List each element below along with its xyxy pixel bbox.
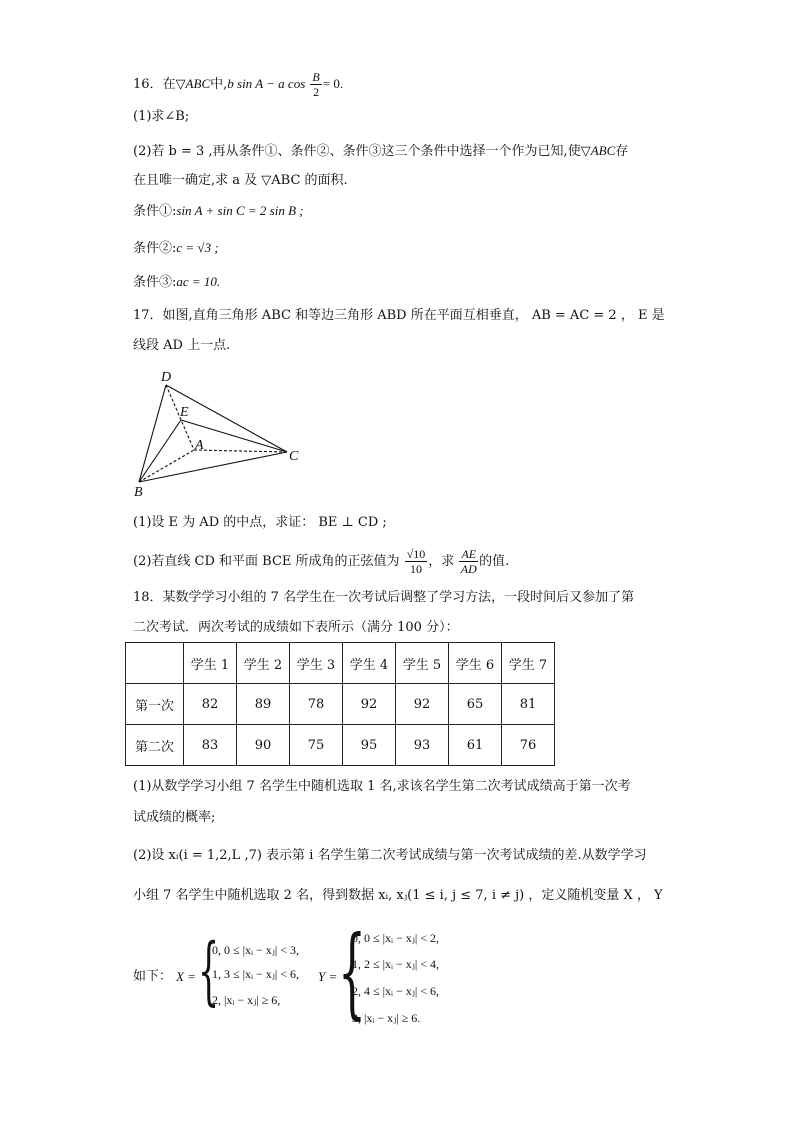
q17-part2-text: (2)若直线 CD 和平面 BCE 所成角的正弦值为 bbox=[133, 554, 400, 569]
table-cell: 95 bbox=[343, 725, 396, 766]
q17-ratio-den: AD bbox=[460, 562, 477, 576]
edge-BA bbox=[139, 450, 194, 482]
table-header-cell: 学生 3 bbox=[290, 643, 343, 684]
q16-triangle: ▽ABC bbox=[175, 76, 211, 91]
q16-condition1 bbox=[133, 201, 304, 222]
edge-BE bbox=[139, 420, 181, 482]
table-cell: 65 bbox=[449, 684, 502, 725]
Y-case: 3, |xᵢ − xⱼ| ≥ 6. bbox=[352, 1011, 421, 1025]
q16-cond1-label: 条件①: bbox=[133, 204, 177, 219]
q16-part2-line1 bbox=[133, 141, 628, 162]
q18-define-label: 如下： bbox=[133, 969, 173, 984]
X-case: 0, 0 ≤ |xᵢ − xⱼ| < 3, bbox=[212, 943, 300, 957]
table-header-cell: 学生 7 bbox=[502, 643, 555, 684]
label-B: B bbox=[134, 485, 143, 500]
q16-condition2 bbox=[133, 238, 219, 259]
q16-part2-text: (2)若 b = 3 ,再从条件①、条件②、条件③这三个条件中选择一个作为已知,使 bbox=[133, 144, 581, 159]
q16-stem bbox=[133, 70, 343, 99]
label-D: D bbox=[161, 370, 172, 385]
q16-part2-line2: 在且唯一确定,求 a 及 ▽ABC 的面积. bbox=[133, 173, 348, 188]
edge-AC bbox=[194, 450, 287, 452]
q16-frac-den: 2 bbox=[313, 85, 320, 99]
table-cell: 92 bbox=[343, 684, 396, 725]
q16-intro-b: 中, bbox=[210, 77, 228, 92]
table-cell: 92 bbox=[396, 684, 449, 725]
table-cell: 93 bbox=[396, 725, 449, 766]
q18-part2-line1: (2)设 xᵢ(i = 1,2,L ,7) 表示第 i 名学生第二次考试成绩与第一次考试成绩的差.从数学学习 bbox=[133, 848, 647, 863]
q18-part1-line1: (1)从数学学习小组 7 名学生中随机选取 1 名,求该名学生第二次考试成绩高于第一次考 bbox=[133, 779, 631, 794]
q16-condition3 bbox=[133, 272, 220, 293]
q16-fraction bbox=[310, 70, 321, 99]
table-row bbox=[126, 725, 555, 766]
q18-stem-line1: 18．某数学学习小组的 7 名学生在一次考试后调整了学习方法，一段时间后又参加了第 bbox=[133, 590, 635, 605]
q16-frac-num: B bbox=[312, 70, 320, 84]
q17-sin-den: 10 bbox=[409, 562, 422, 576]
q17-ratio-fraction bbox=[459, 547, 478, 576]
table-header-cell bbox=[126, 643, 184, 684]
q16-part2-end: 存 bbox=[615, 144, 629, 159]
table-cell: 61 bbox=[449, 725, 502, 766]
table-cell: 76 bbox=[502, 725, 555, 766]
q18-part2-line2: 小组 7 名学生中随机选取 2 名，得到数据 xᵢ, xⱼ(1 ≤ i, j ≤ 7, i ≠ j) ，定义随机变量 X ， Y bbox=[133, 888, 663, 903]
q17-part1: (1)设 E 为 AD 的中点，求证： BE ⊥ CD ; bbox=[133, 515, 387, 530]
q18-part1-line2: 试成绩的概率; bbox=[133, 810, 216, 825]
q16-intro-a: 在 bbox=[162, 77, 176, 92]
table-cell: 89 bbox=[237, 684, 290, 725]
q16-part2-triangle: ▽ABC bbox=[580, 143, 616, 158]
table-header-cell: 学生 5 bbox=[396, 643, 449, 684]
table-row bbox=[126, 684, 555, 725]
table-cell: 82 bbox=[184, 684, 237, 725]
q17-part2 bbox=[133, 547, 509, 576]
table-header-cell: 学生 6 bbox=[449, 643, 502, 684]
q16-cond3-text: ac = 10. bbox=[176, 274, 221, 289]
table-header-cell: 学生 2 bbox=[237, 643, 290, 684]
q16-number: 16． bbox=[133, 77, 163, 92]
table-cell: 75 bbox=[290, 725, 343, 766]
q16-cond2-label: 条件②: bbox=[133, 241, 177, 256]
table-header-cell: 学生 1 bbox=[184, 643, 237, 684]
table-cell: 90 bbox=[237, 725, 290, 766]
table-cell: 81 bbox=[502, 684, 555, 725]
table-cell: 78 bbox=[290, 684, 343, 725]
q16-equation-right: = 0. bbox=[322, 76, 344, 91]
q17-stem-line2: 线段 AD 上一点. bbox=[133, 338, 231, 353]
Y-case: 1, 2 ≤ |xᵢ − xⱼ| < 4, bbox=[352, 957, 440, 971]
edge-DB bbox=[139, 385, 166, 482]
q16-cond1-text: sin A + sin C = 2 sin B ; bbox=[176, 203, 304, 218]
q17-sin-fraction bbox=[405, 547, 428, 576]
Y-case: 2, 4 ≤ |xᵢ − xⱼ| < 6, bbox=[352, 984, 440, 998]
q18-Y-label: Y = bbox=[318, 969, 338, 984]
X-brace: { bbox=[198, 928, 220, 1014]
label-C: C bbox=[289, 449, 299, 464]
q18-Y-system bbox=[338, 916, 488, 1032]
Y-brace: { bbox=[338, 916, 367, 1030]
q16-part1: (1)求∠B; bbox=[133, 109, 190, 124]
q17-ratio-num: AE bbox=[461, 547, 477, 561]
Y-case: 0, 0 ≤ |xᵢ − xⱼ| < 2, bbox=[352, 931, 440, 945]
q17-figure bbox=[125, 365, 315, 505]
label-E: E bbox=[180, 405, 189, 420]
q16-cond3-label: 条件③: bbox=[133, 275, 177, 290]
X-case: 2, |xᵢ − xⱼ| ≥ 6, bbox=[212, 993, 281, 1007]
q16-equation-left: b sin A − a cos bbox=[227, 76, 306, 91]
X-case: 1, 3 ≤ |xᵢ − xⱼ| < 6, bbox=[212, 967, 300, 981]
edge-BC bbox=[139, 452, 287, 482]
table-header-row bbox=[126, 643, 555, 684]
q18-X-label: X = bbox=[176, 969, 196, 984]
table-row-header: 第二次 bbox=[126, 725, 184, 766]
q16-cond2-text: c = √3 ; bbox=[176, 240, 219, 255]
q18-stem-line2: 二次考试．两次考试的成绩如下表所示（满分 100 分）： bbox=[133, 620, 459, 635]
table-row-header: 第一次 bbox=[126, 684, 184, 725]
q17-part2-mid: ，求 bbox=[428, 554, 455, 569]
q17-sin-num: √10 bbox=[406, 547, 426, 561]
q17-stem-line1: 17．如图,直角三角形 ABC 和等边三角形 ABD 所在平面互相垂直， AB = AC = 2 ， E 是 bbox=[133, 308, 665, 323]
q18-X-system bbox=[198, 928, 338, 1020]
table-header-cell: 学生 4 bbox=[343, 643, 396, 684]
scores-table bbox=[125, 642, 555, 766]
label-A: A bbox=[195, 438, 204, 453]
q17-part2-end: 的值. bbox=[479, 554, 510, 569]
table-cell: 83 bbox=[184, 725, 237, 766]
